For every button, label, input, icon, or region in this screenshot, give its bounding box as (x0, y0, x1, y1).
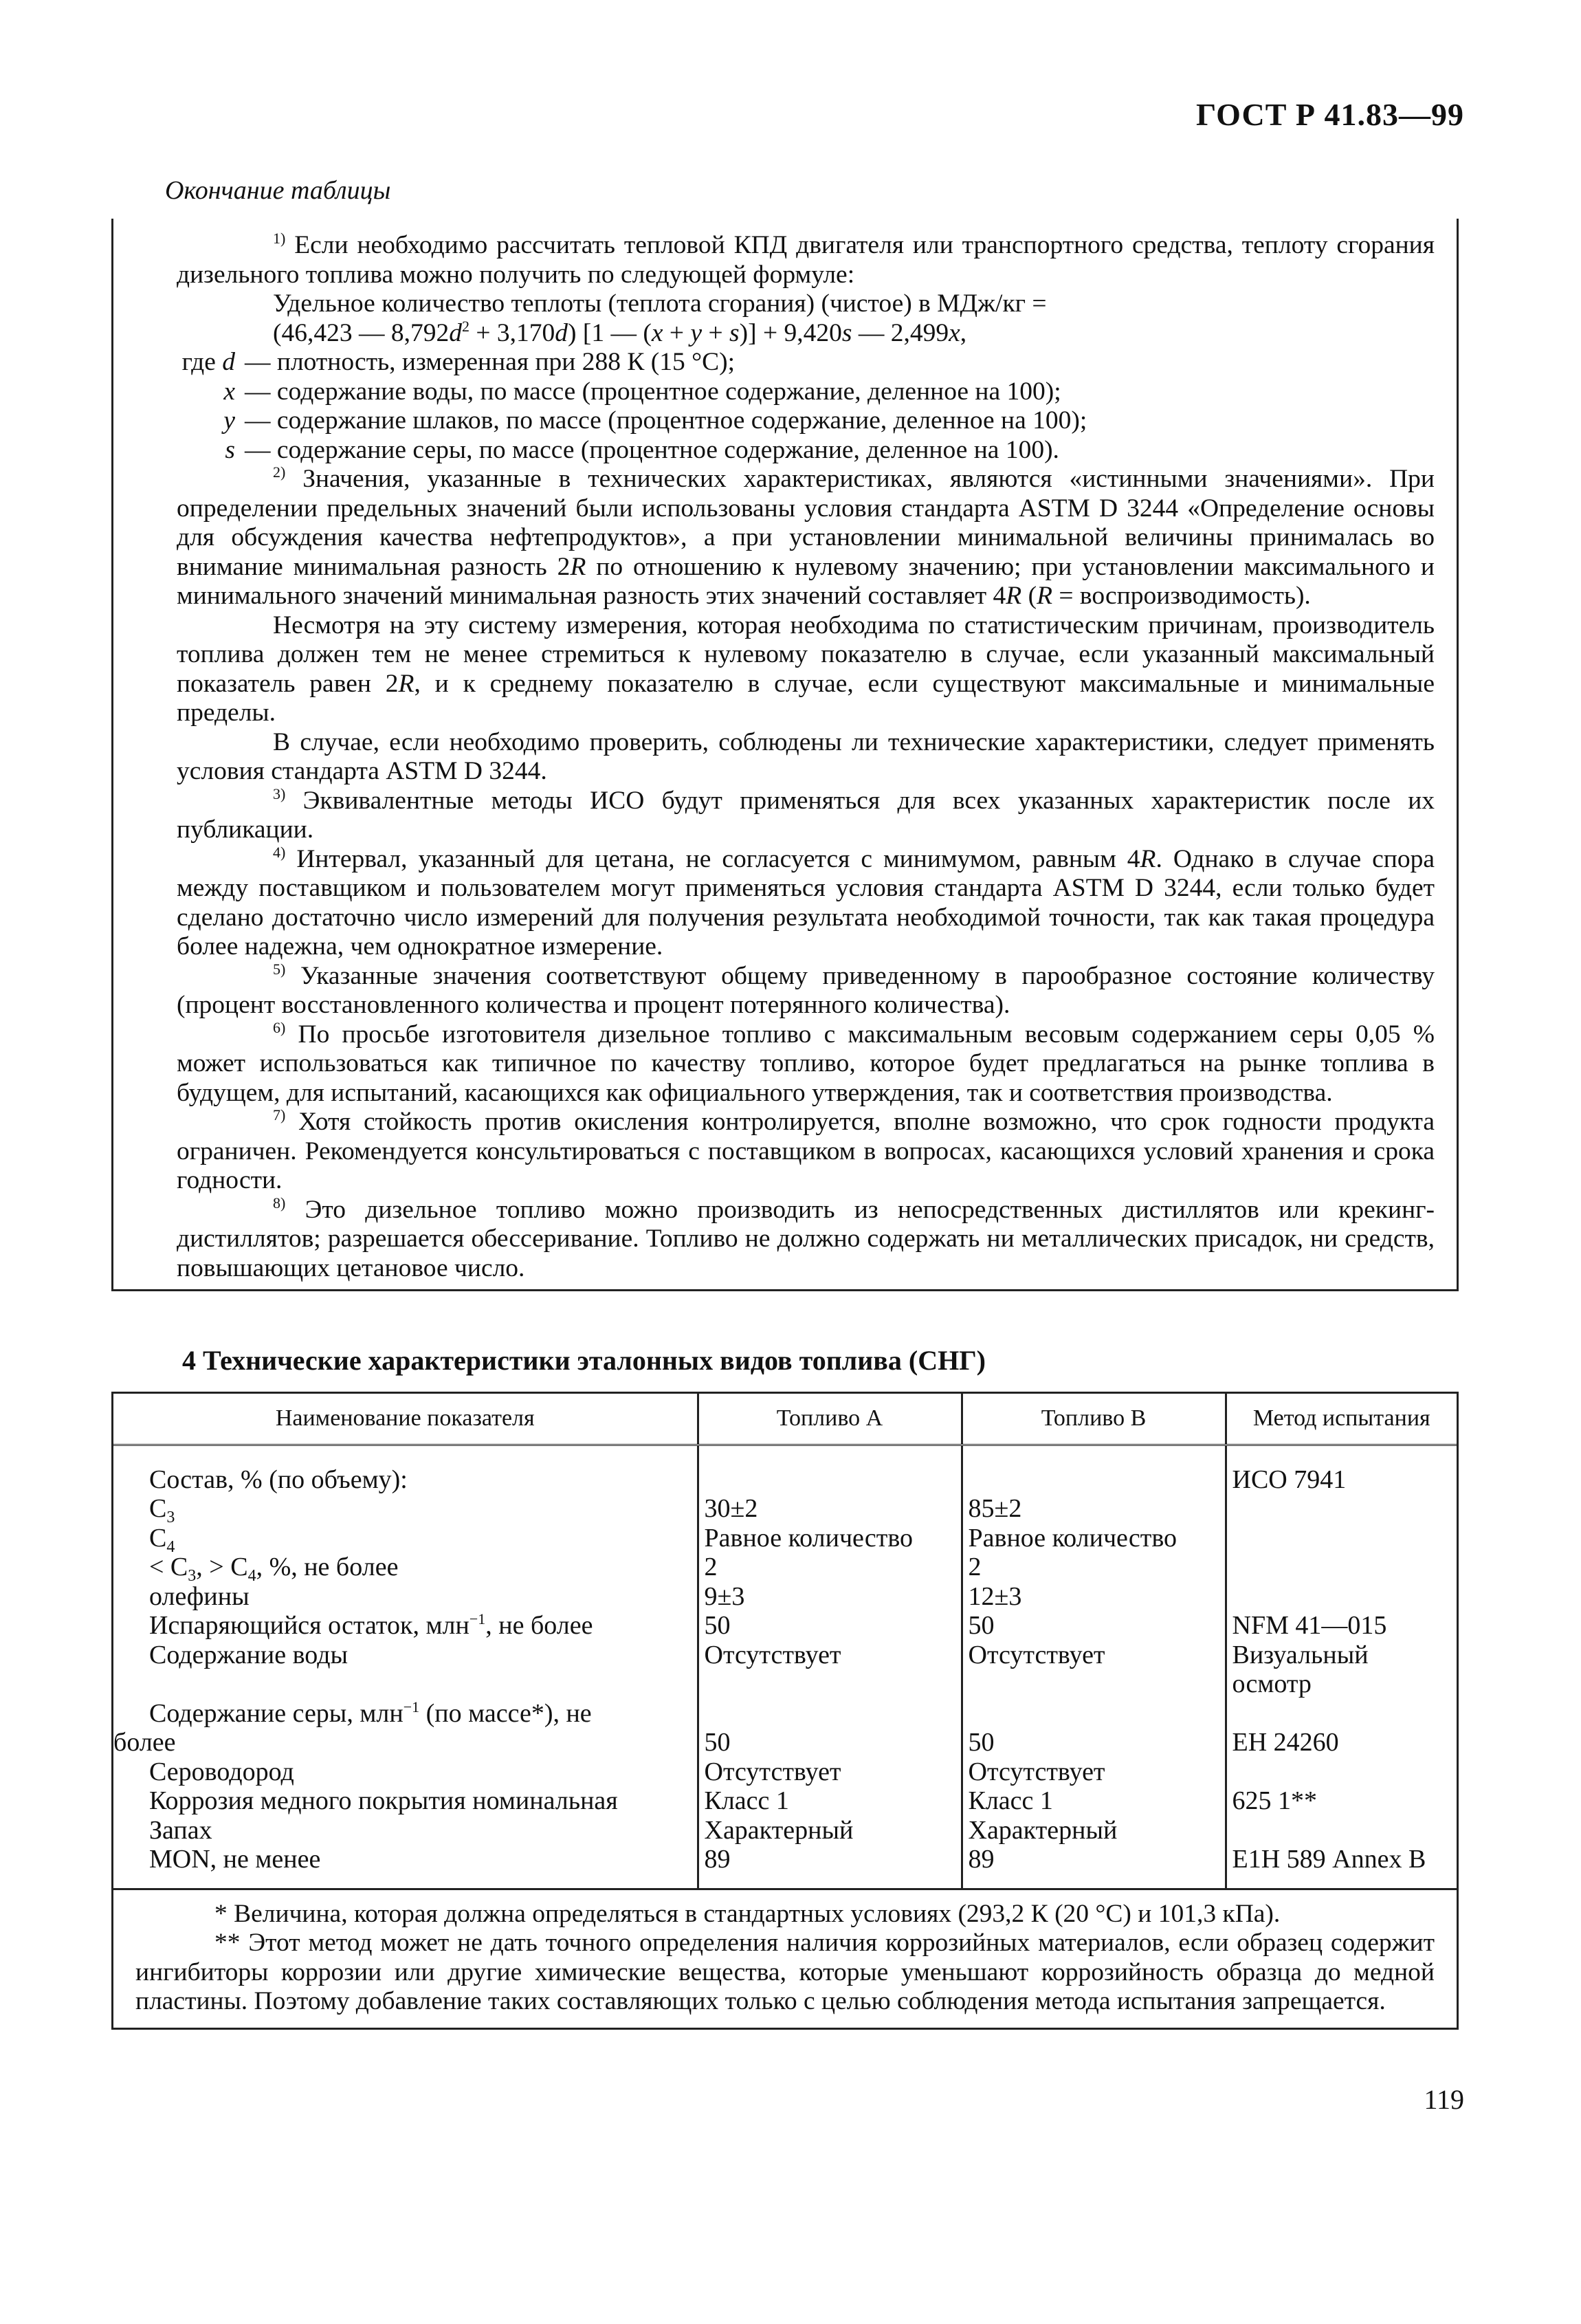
legend-row (177, 436, 1435, 465)
formula-line-1: Удельное количество теплоты (теплота сгорания) (чистое) в МДж/кг = (273, 289, 1047, 318)
legend-row (177, 348, 1435, 377)
legend-symbol: x (223, 377, 235, 406)
section-4-title: 4 Технические характеристики эталонных видов топлива (СНГ) (182, 1345, 986, 1376)
table-row: Содержание воды Отсутствует Отсутствует Визуальный осмотр (113, 1641, 1457, 1699)
column-header-test-method: Метод испытания (1226, 1394, 1457, 1445)
note-marker: 1) (273, 230, 286, 247)
table-row: Коррозия медного покрытия номинальная Класс 1 Класс 1 625 1** (113, 1786, 1457, 1816)
note-1-text: Если необходимо рассчитать тепловой КПД двигателя или транспортного средства, теплоту сгорания дизельного топлива можно получить по следующей формуле: (177, 231, 1435, 289)
formula-legend (177, 348, 1435, 465)
note-4: $^{4)}$ Интервал, указанный для цетана, не согласуется с минимумом, равным 4R. Однако в случае спора между поставщиком и пользователем могут применяться условия стандарта ASTM D 3244, если только будет сделано достаточно число измерений для получения результата необходимой точности, так как такая процедура более надежна, чем однократное измерение. (177, 843, 1435, 961)
table-row: < $С_3$, > $С_4$, %, не более 2 2 (113, 1553, 1457, 1582)
legend-definition: — плотность, измеренная при 288 К (15 °С); (245, 348, 736, 376)
lpg-spec-table-box (111, 1392, 1459, 2030)
legend-symbol: s (225, 435, 235, 464)
legend-where: где (181, 348, 216, 376)
legend-definition: — содержание серы, по массе (процентное содержание, деленное на 100). (245, 435, 1059, 464)
table-row: Запах Характерный Характерный (113, 1816, 1457, 1845)
legend-definition: — содержание шлаков, по массе (процентное содержание, деленное на 100); (245, 406, 1087, 435)
note-7: $^{7)}$ Хотя стойкость против окисления контролируется, вполне возможно, что срок годности продукта ограничен. Рекомендуется консультироваться с поставщиком в вопросах, касающихся условий хранения и срока годности. (177, 1106, 1435, 1194)
legend-row (177, 406, 1435, 436)
legend-symbol: d (222, 348, 235, 376)
lpg-spec-table (113, 1394, 1457, 1888)
table-row: $С_3$ 30±2 85±2 (113, 1494, 1457, 1524)
note-2-paragraph-3: В случае, если необходимо проверить, соблюдены ли технические характеристики, следует применять условия стандарта ASTM D 3244. (177, 727, 1435, 785)
note-6: $^{6)}$ По просьбе изготовителя дизельное топливо с максимальным весовым содержанием серы 0,05 % может использоваться как типичное по качеству топливо, которое будет предлагаться на рынке топлива в будущем, для испытаний, касающихся как официального утверждения, так и соответствия производства. (177, 1018, 1435, 1107)
table-footnotes (113, 1888, 1457, 2028)
table-row: Состав, % (по объему): ИСО 7941 (113, 1465, 1457, 1495)
note-2-paragraph-2: Несмотря на эту систему измерения, которая необходима по статистическим причинам, производитель топлива должен тем не менее стремиться к нулевому показателю в случае, если указанный максимальный показатель равен 2R, и к среднему показателю в случае, если существуют максимальные и минимальные пределы. (177, 611, 1435, 727)
column-header-fuel-a: Топливо А (698, 1394, 962, 1445)
standard-designation: ГОСТ Р 41.83—99 (1196, 97, 1464, 132)
footnote-double-asterisk: ** Этот метод может не дать точного определения наличия коррозийных материалов, если образец содержит ингибиторы коррозии или другие химические вещества, которые уменьшают коррозийность образца до медной пластины. Поэтому добавление таких составляющих только с целью соблюдения метода испытания запрещается. (135, 1929, 1435, 2015)
table-header-row (113, 1394, 1457, 1445)
legend-row (177, 377, 1435, 407)
table-row: MON, не менее 89 89 Е1Н 589 Annex В (113, 1845, 1457, 1888)
table-row: олефины 9±3 12±3 (113, 1582, 1457, 1612)
note-2: $^{2)}$ Значения, указанные в технических характеристиках, являются «истинными значениями». При определении предельных значений были использованы условия стандарта ASTM D 3244 «Определение основы для обсуждения качества нефтепродуктов», а при установлении минимальной величины принималась во внимание минимальная разность 2R по отношению к нулевому значению; при установлении максимального и минимального значений минимальная разность этих значений составляет 4R (R = воспроизводимость). (177, 463, 1435, 610)
table-row: Содержание серы, млн$^{-1}$ (по массе*), не более 50 50 ЕН 24260 (113, 1698, 1339, 1757)
table-notes-box (111, 219, 1459, 1291)
table-continuation-caption: Окончание таблицы (165, 176, 391, 205)
column-header-parameter: Наименование показателя (113, 1394, 698, 1445)
page-number: 119 (1424, 2084, 1464, 2115)
table-row: Испаряющийся остаток, млн$^{-1}$, не более 50 50 NFM 41—015 (113, 1611, 1457, 1641)
legend-definition: — содержание воды, по массе (процентное содержание, деленное на 100); (245, 377, 1061, 406)
table-row: $С_4$ Равное количество Равное количество (113, 1524, 1457, 1553)
note-5: $^{5)}$ Указанные значения соответствуют общему приведенному в парообразное состояние количеству (процент восстановленного количества и процент потерянного количества). (177, 960, 1435, 1019)
column-header-fuel-b: Топливо В (962, 1394, 1226, 1445)
note-8: $^{8)}$ Это дизельное топливо можно производить из непосредственных дистиллятов или крекинг-дистиллятов; разрешается обессеривание. Топливо не должно содержать ни металлических присадок, ни средств, повышающих цетановое число. (177, 1194, 1435, 1282)
footnote-asterisk: * Величина, которая должна определяться в стандартных условиях (293,2 К (20 °С) и 101,3 кПа). (214, 1899, 1281, 1928)
legend-symbol: y (223, 406, 235, 435)
table-row: Сероводород Отсутствует Отсутствует (113, 1757, 1457, 1787)
note-1 (177, 231, 1435, 289)
note-3: $^{3)}$ Эквивалентные методы ИСО будут применяться для всех указанных характеристик после их публикации. (177, 785, 1435, 844)
formula-line-2: (46,423 — $8,792d^2 + 3,170d$) [1 — (x + y + s)] + 9,420s — 2,499x, (273, 317, 967, 347)
